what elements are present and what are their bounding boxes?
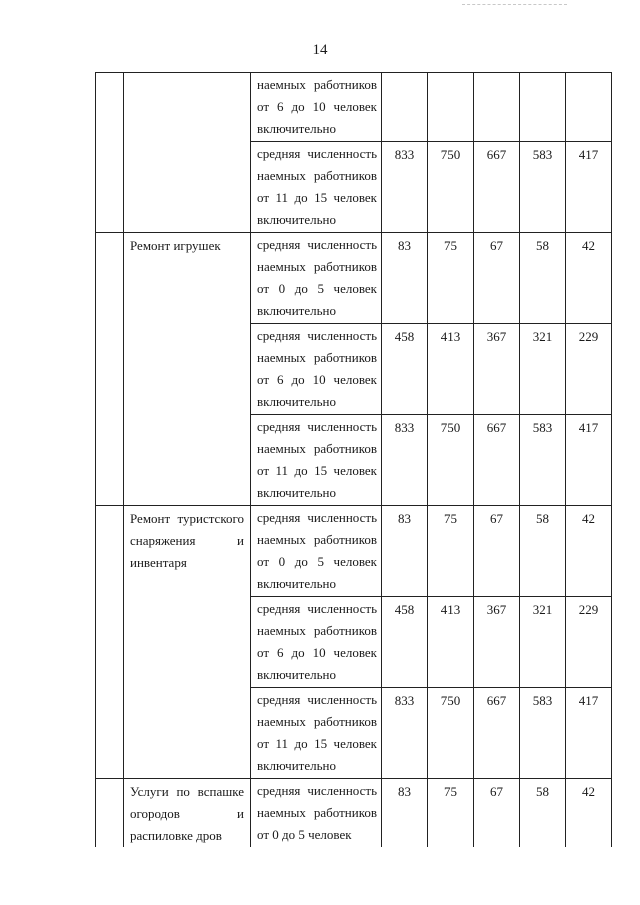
value-cell: 750 <box>428 142 474 233</box>
value-cell: 583 <box>520 688 566 779</box>
value-cell: 458 <box>382 324 428 415</box>
scan-artifact-mark <box>462 4 567 7</box>
criterion-cell: средняя численность наемных работников от 6 до 10 человек включительно <box>251 324 382 415</box>
value-cell <box>520 73 566 142</box>
index-cell <box>96 506 124 779</box>
value-cell: 67 <box>474 779 520 848</box>
value-cell: 321 <box>520 324 566 415</box>
criterion-cell: средняя численность наемных работников от 6 до 10 человек включительно <box>251 597 382 688</box>
value-cell: 75 <box>428 506 474 597</box>
service-cell <box>124 73 251 233</box>
value-cell: 583 <box>520 142 566 233</box>
value-cell: 667 <box>474 142 520 233</box>
criterion-cell: средняя численность наемных работников от 11 до 15 человек включительно <box>251 415 382 506</box>
criterion-cell: средняя численность наемных работников от 11 до 15 человек включительно <box>251 688 382 779</box>
criterion-cell: средняя численность наемных работников от 11 до 15 человек включительно <box>251 142 382 233</box>
value-cell: 83 <box>382 779 428 848</box>
index-cell <box>96 233 124 506</box>
value-cell: 42 <box>566 233 612 324</box>
index-cell <box>96 779 124 848</box>
value-cell: 83 <box>382 233 428 324</box>
value-cell: 367 <box>474 324 520 415</box>
value-cell: 75 <box>428 233 474 324</box>
value-cell: 413 <box>428 324 474 415</box>
value-cell: 83 <box>382 506 428 597</box>
service-cell: Ремонт игрушек <box>124 233 251 506</box>
value-cell: 583 <box>520 415 566 506</box>
index-cell <box>96 73 124 233</box>
value-cell: 229 <box>566 324 612 415</box>
value-cell: 750 <box>428 688 474 779</box>
value-cell: 417 <box>566 142 612 233</box>
value-cell: 67 <box>474 506 520 597</box>
value-cell: 42 <box>566 506 612 597</box>
value-cell: 833 <box>382 415 428 506</box>
value-cell: 58 <box>520 233 566 324</box>
value-cell: 229 <box>566 597 612 688</box>
value-cell: 67 <box>474 233 520 324</box>
tariff-table <box>95 72 612 847</box>
value-cell: 321 <box>520 597 566 688</box>
criterion-cell: наемных работников от 6 до 10 человек включительно <box>251 73 382 142</box>
value-cell: 417 <box>566 688 612 779</box>
value-cell: 833 <box>382 688 428 779</box>
value-cell: 58 <box>520 506 566 597</box>
value-cell: 58 <box>520 779 566 848</box>
value-cell: 667 <box>474 415 520 506</box>
value-cell: 417 <box>566 415 612 506</box>
value-cell: 42 <box>566 779 612 848</box>
service-cell: Ремонт туристского снаряжения и инвентаря <box>124 506 251 779</box>
table-row <box>96 506 612 597</box>
criterion-cell: средняя численность наемных работников от 0 до 5 человек включительно <box>251 506 382 597</box>
table-row <box>96 779 612 848</box>
value-cell: 667 <box>474 688 520 779</box>
value-cell: 750 <box>428 415 474 506</box>
page-number: 14 <box>312 42 328 58</box>
criterion-cell: средняя численность наемных работников от 0 до 5 человек включительно <box>251 233 382 324</box>
value-cell <box>428 73 474 142</box>
value-cell: 367 <box>474 597 520 688</box>
value-cell <box>566 73 612 142</box>
value-cell: 833 <box>382 142 428 233</box>
value-cell <box>474 73 520 142</box>
service-cell: Услуги по вспашке огородов и распиловке дров <box>124 779 251 848</box>
value-cell: 458 <box>382 597 428 688</box>
value-cell: 75 <box>428 779 474 848</box>
criterion-cell: средняя численность наемных работников от 0 до 5 человек <box>251 779 382 848</box>
table-row <box>96 73 612 142</box>
table-row <box>96 233 612 324</box>
value-cell: 413 <box>428 597 474 688</box>
value-cell <box>382 73 428 142</box>
